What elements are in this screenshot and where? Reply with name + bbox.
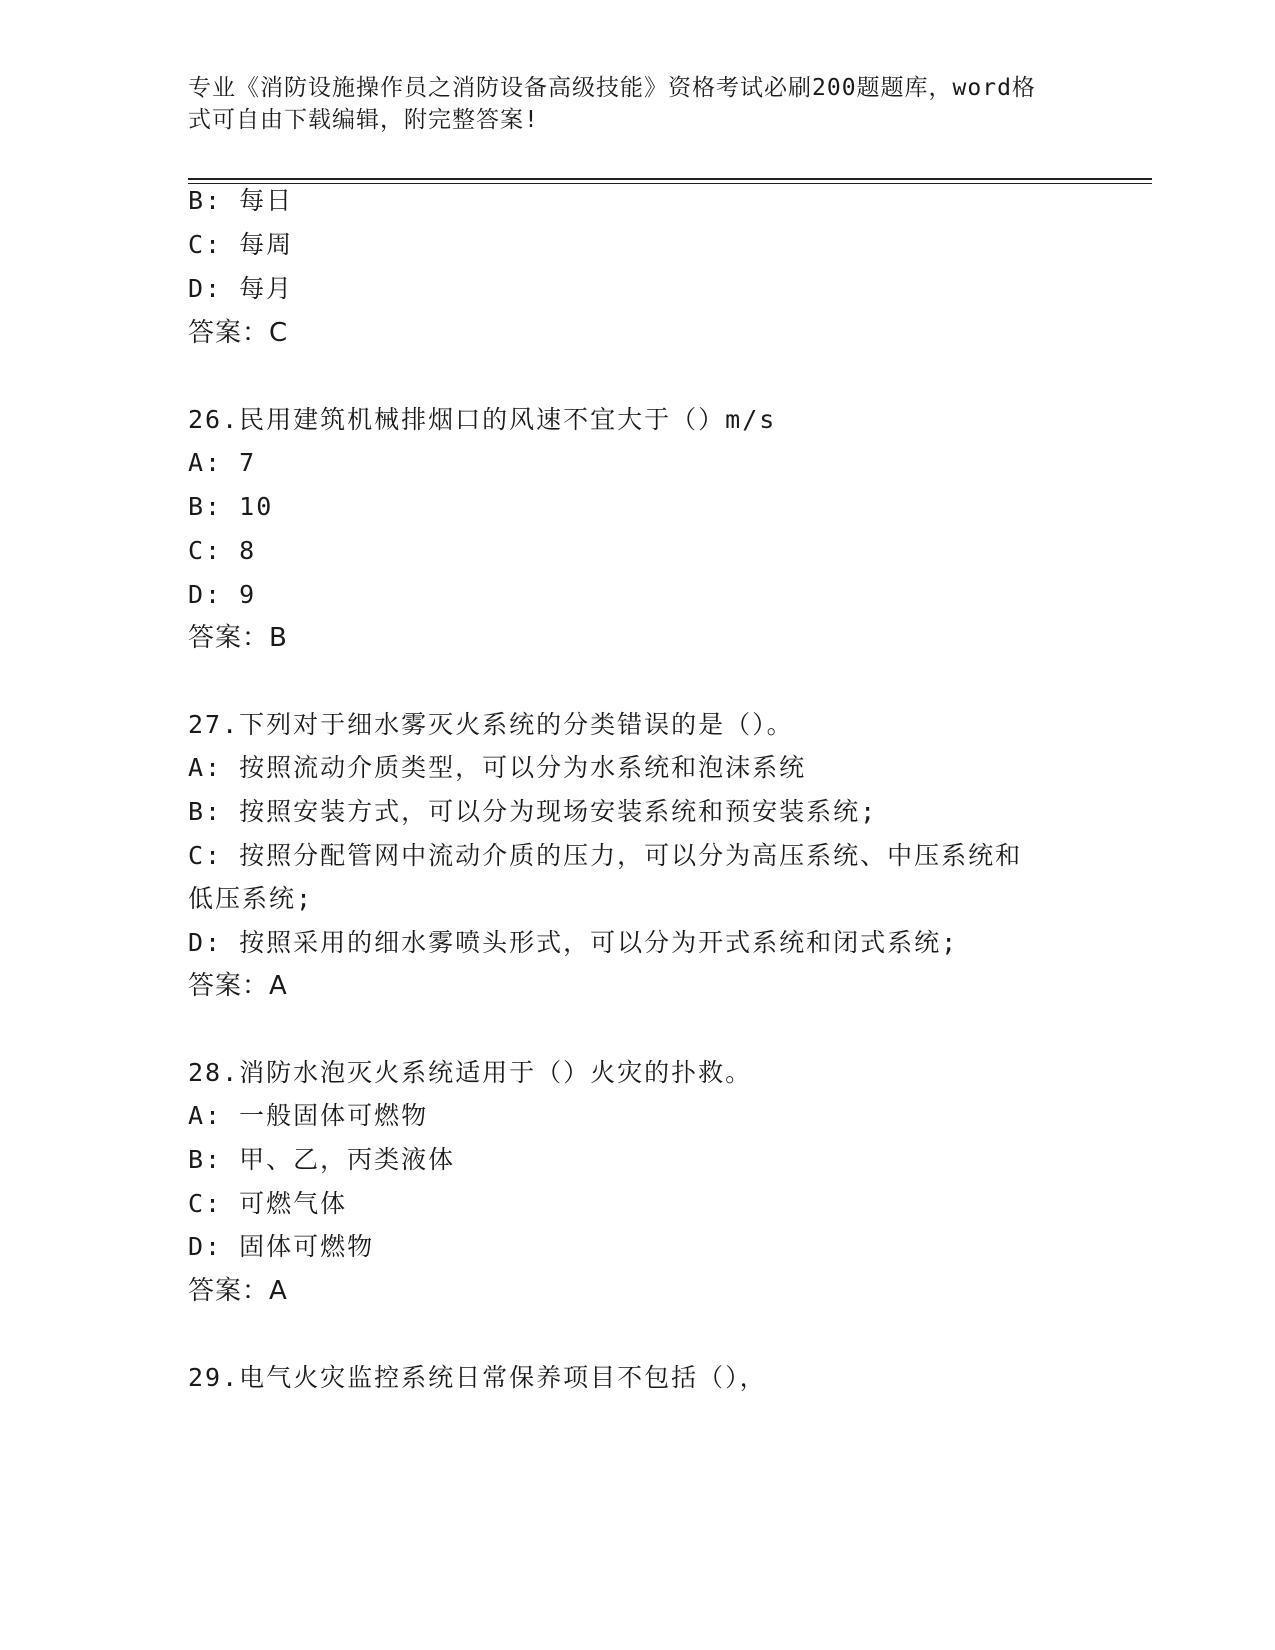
q27-option-d: D: 按照采用的细水雾喷头形式，可以分为开式系统和闭式系统; bbox=[188, 928, 959, 957]
q28-answer: 答案：A bbox=[188, 1276, 288, 1306]
q27-question: 27.下列对于细水雾灭火系统的分类错误的是（）。 bbox=[188, 710, 794, 739]
q28-option-a: A: 一般固体可燃物 bbox=[188, 1101, 429, 1130]
q27-option-b: B: 按照安装方式，可以分为现场安装系统和预安装系统; bbox=[188, 797, 878, 826]
q26-option-b: B: 10 bbox=[188, 492, 274, 521]
q29-question: 29.电气火灾监控系统日常保养项目不包括（）， bbox=[188, 1363, 767, 1392]
q28-option-d: D: 固体可燃物 bbox=[188, 1232, 375, 1261]
q27-answer: 答案：A bbox=[188, 971, 288, 1001]
q25-answer: 答案：C bbox=[188, 318, 289, 348]
q25-option-c: C: 每周 bbox=[188, 230, 294, 259]
q25-option-d: D: 每月 bbox=[188, 274, 294, 303]
q28-question: 28.消防水泡灭火系统适用于（）火灾的扑救。 bbox=[188, 1058, 753, 1087]
q26-option-d: D: 9 bbox=[188, 580, 257, 609]
header-divider-thick bbox=[188, 178, 1152, 180]
header-line-1: 专业《消防设施操作员之消防设备高级技能》资格考试必刷200题题库，word格 bbox=[188, 75, 1036, 101]
q28-option-b: B: 甲、乙，丙类液体 bbox=[188, 1145, 456, 1174]
q26-option-c: C: 8 bbox=[188, 536, 257, 565]
q27-option-c-line-1: C: 按照分配管网中流动介质的压力，可以分为高压系统、中压系统和 bbox=[188, 841, 1023, 870]
q26-question: 26.民用建筑机械排烟口的风速不宜大于（）m/s bbox=[188, 405, 777, 434]
q27-option-c-line-2: 低压系统; bbox=[188, 884, 314, 913]
q26-option-a: A: 7 bbox=[188, 448, 257, 477]
header-line-2: 式可自由下载编辑，附完整答案! bbox=[188, 107, 539, 133]
document-header bbox=[188, 72, 1088, 136]
q25-option-b: B: 每日 bbox=[188, 186, 294, 215]
header-divider-thin bbox=[188, 183, 1152, 184]
q28-option-c: C: 可燃气体 bbox=[188, 1189, 348, 1218]
q27-option-a: A: 按照流动介质类型，可以分为水系统和泡沫系统 bbox=[188, 753, 807, 782]
q26-answer: 答案：B bbox=[188, 623, 288, 653]
